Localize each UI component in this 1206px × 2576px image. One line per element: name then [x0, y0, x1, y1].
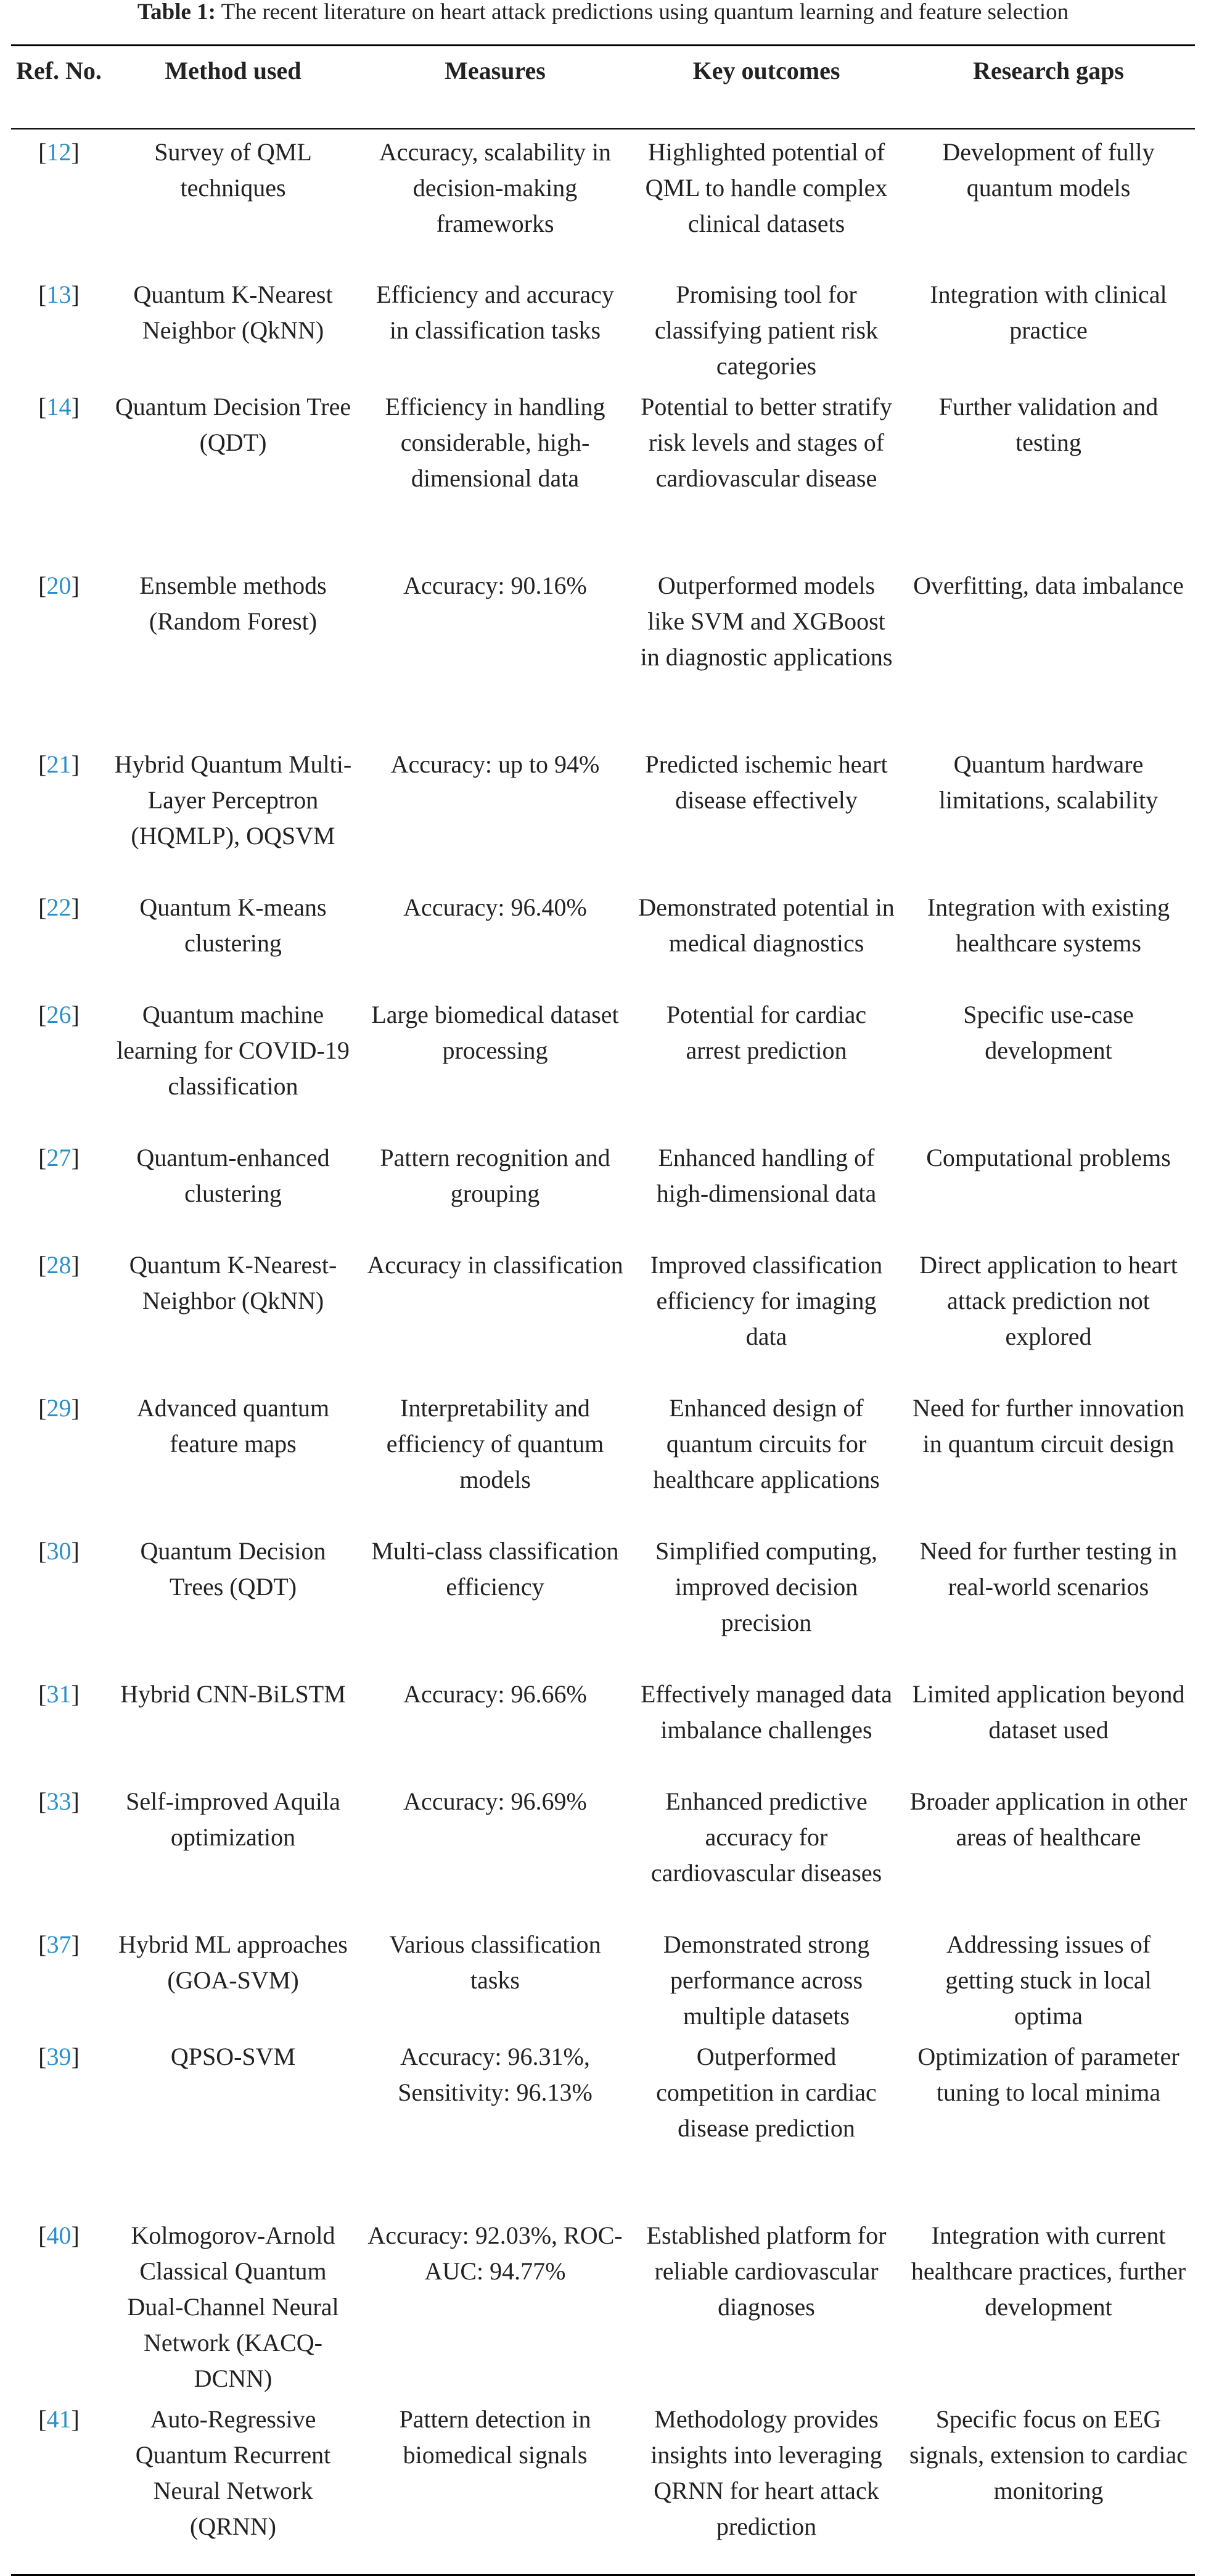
ref-cell: [12]	[38, 137, 80, 166]
table-row	[11, 1242, 1195, 1385]
measures-cell: Accuracy, scalability in decision-making frameworks	[379, 137, 612, 237]
outcomes-cell: Potential to better stratify risk levels and stages of cardiovascular disease	[641, 392, 892, 492]
outcomes-cell: Enhanced predictive accuracy for cardiovascular diseases	[650, 1787, 882, 1887]
gaps-cell: Direct application to heart attack prediction not explored	[919, 1250, 1178, 1350]
measures-cell: Pattern detection in biomedical signals	[359, 2397, 631, 2575]
outcomes-cell: Enhanced handling of high-dimensional data	[656, 1143, 877, 1207]
outcomes-cell: Potential for cardiac arrest prediction	[666, 1000, 867, 1064]
measures-cell: Interpretability and efficiency of quantum models	[386, 1393, 604, 1493]
method-cell: Kolmogorov-Arnold Classical Quantum Dual-Channel Neural Network (KACQ-DCNN)	[127, 2221, 339, 2392]
measures-cell: Accuracy: 92.03%, ROC-AUC: 94.77%	[367, 2221, 623, 2285]
outcomes-cell: Predicted ischemic heart disease effectively	[645, 750, 888, 814]
ref-cell: [41]	[11, 2397, 107, 2575]
measures-cell: Efficiency in handling considerable, high-dimensional data	[385, 392, 605, 492]
outcomes-cell: Highlighted potential of QML to handle complex clinical datasets	[645, 137, 888, 237]
reference-link[interactable]: 39	[46, 2042, 72, 2070]
table-row	[11, 129, 1195, 272]
table-row	[11, 1528, 1195, 1672]
header-outcomes: Key outcomes	[631, 46, 902, 129]
ref-cell: [31]	[38, 1680, 80, 1708]
reference-link[interactable]: 20	[46, 571, 72, 599]
table-row	[11, 1922, 1195, 2034]
table-row	[11, 1385, 1195, 1528]
gaps-cell: Integration with existing healthcare systems	[927, 893, 1170, 957]
gaps-cell: Specific use-case development	[963, 1000, 1134, 1064]
measures-cell: Accuracy: 96.31%, Sensitivity: 96.13%	[398, 2042, 593, 2106]
reference-link[interactable]: 12	[46, 137, 72, 166]
table-body	[11, 129, 1195, 2575]
table-row	[11, 1779, 1195, 1922]
method-cell: Quantum Decision Tree (QDT)	[115, 392, 351, 456]
reference-link[interactable]: 13	[46, 280, 72, 308]
ref-cell: [21]	[38, 750, 80, 778]
caption-text: The recent literature on heart attack predictions using quantum learning and feature selection	[221, 0, 1069, 25]
reference-link[interactable]: 21	[46, 750, 72, 778]
method-cell: Quantum Decision Trees (QDT)	[140, 1536, 326, 1601]
reference-link[interactable]: 37	[46, 1930, 72, 1958]
ref-cell: [26]	[38, 1000, 80, 1028]
table-row	[11, 742, 1195, 885]
gaps-cell: Addressing issues of getting stuck in local optima	[945, 1930, 1152, 2030]
table-row	[11, 1672, 1195, 1779]
reference-link[interactable]: 40	[46, 2221, 72, 2249]
ref-cell: [37]	[38, 1930, 80, 1958]
method-cell: Hybrid ML approaches (GOA-SVM)	[118, 1930, 348, 1994]
measures-cell: Accuracy in classification	[367, 1250, 623, 1279]
method-cell: Advanced quantum feature maps	[136, 1393, 330, 1458]
ref-cell: [40]	[38, 2221, 80, 2249]
header-ref: Ref. No.	[11, 46, 107, 129]
measures-cell: Accuracy: 90.16%	[403, 571, 587, 599]
gaps-cell: Computational problems	[926, 1143, 1171, 1171]
reference-link[interactable]: 31	[46, 1680, 72, 1708]
measures-cell: Accuracy: 96.69%	[403, 1787, 587, 1815]
reference-link[interactable]: 41	[46, 2405, 72, 2433]
measures-cell: Multi-class classification efficiency	[371, 1536, 619, 1601]
ref-cell: [22]	[38, 893, 80, 921]
table-row	[11, 992, 1195, 1135]
gaps-cell: Need for further testing in real-world scenarios	[919, 1536, 1178, 1601]
ref-cell: [27]	[38, 1143, 80, 1171]
measures-cell: Accuracy: up to 94%	[390, 750, 600, 778]
method-cell: Ensemble methods (Random Forest)	[139, 571, 327, 635]
ref-cell: [14]	[38, 392, 80, 420]
gaps-cell: Broader application in other areas of healthcare	[909, 1787, 1188, 1851]
gaps-cell: Overfitting, data imbalance	[913, 571, 1184, 599]
ref-cell: [29]	[38, 1393, 80, 1422]
method-cell: Quantum K-means clustering	[139, 893, 327, 957]
table-row	[11, 2213, 1195, 2397]
method-cell: Auto-Regressive Quantum Recurrent Neural Network (QRNN)	[107, 2397, 359, 2575]
reference-link[interactable]: 33	[46, 1787, 72, 1815]
outcomes-cell: Methodology provides insights into leveraging QRNN for heart attack prediction	[631, 2397, 902, 2575]
method-cell: Hybrid Quantum Multi-Layer Perceptron (HQMLP), OQSVM	[114, 750, 352, 850]
ref-cell: [28]	[38, 1250, 80, 1279]
outcomes-cell: Simplified computing, improved decision precision	[655, 1536, 877, 1636]
measures-cell: Various classification tasks	[389, 1930, 601, 1994]
measures-cell: Accuracy: 96.66%	[403, 1680, 587, 1708]
reference-link[interactable]: 14	[46, 392, 72, 420]
gaps-cell: Limited application beyond dataset used	[912, 1680, 1185, 1744]
table-row	[11, 2397, 1195, 2575]
gaps-cell: Further validation and testing	[938, 392, 1159, 456]
ref-cell: [39]	[38, 2042, 80, 2070]
reference-link[interactable]: 26	[46, 1000, 72, 1028]
outcomes-cell: Outperformed competition in cardiac disease prediction	[656, 2042, 877, 2142]
header-gaps: Research gaps	[902, 46, 1195, 129]
header-measures: Measures	[359, 46, 631, 129]
literature-table	[11, 44, 1195, 2576]
table-row	[11, 885, 1195, 992]
gaps-cell: Development of fully quantum models	[942, 137, 1155, 202]
gaps-cell: Integration with current healthcare practices, further development	[911, 2221, 1186, 2321]
reference-link[interactable]: 28	[46, 1250, 72, 1279]
gaps-cell: Quantum hardware limitations, scalability	[938, 750, 1159, 814]
caption-label: Table 1:	[137, 0, 216, 25]
method-cell: Quantum K-Nearest Neighbor (QkNN)	[133, 280, 333, 344]
ref-cell: [33]	[38, 1787, 80, 1815]
method-cell: Hybrid CNN-BiLSTM	[120, 1680, 346, 1708]
measures-cell: Pattern recognition and grouping	[380, 1143, 610, 1207]
table-row	[11, 384, 1195, 563]
gaps-cell: Integration with clinical practice	[930, 280, 1167, 344]
reference-link[interactable]: 30	[46, 1536, 72, 1565]
outcomes-cell: Effectively managed data imbalance challenges	[641, 1680, 892, 1744]
outcomes-cell: Demonstrated strong performance across multiple datasets	[663, 1930, 870, 2030]
ref-cell: [30]	[38, 1536, 80, 1565]
table-header-row	[11, 46, 1195, 129]
method-cell: Quantum-enhanced clustering	[136, 1143, 330, 1207]
reference-link[interactable]: 27	[46, 1143, 72, 1171]
outcomes-cell: Promising tool for classifying patient risk categories	[654, 280, 879, 380]
reference-link[interactable]: 22	[46, 893, 72, 921]
measures-cell: Accuracy: 96.40%	[403, 893, 587, 921]
outcomes-cell: Enhanced design of quantum circuits for healthcare applications	[653, 1393, 880, 1493]
table-row	[11, 1135, 1195, 1242]
table-caption	[0, 0, 1206, 38]
method-cell: Survey of QML techniques	[154, 137, 312, 202]
method-cell: Self-improved Aquila optimization	[126, 1787, 340, 1851]
ref-cell: [13]	[38, 280, 80, 308]
table-row	[11, 272, 1195, 384]
gaps-cell: Optimization of parameter tuning to local minima	[917, 2042, 1179, 2106]
method-cell: QPSO-SVM	[170, 2042, 296, 2070]
reference-link[interactable]: 29	[46, 1393, 72, 1422]
outcomes-cell: Demonstrated potential in medical diagnostics	[638, 893, 895, 957]
method-cell: Quantum K-Nearest-Neighbor (QkNN)	[129, 1250, 337, 1315]
outcomes-cell: Improved classification efficiency for imaging data	[650, 1250, 883, 1350]
measures-cell: Efficiency and accuracy in classification tasks	[376, 280, 614, 344]
header-method: Method used	[107, 46, 359, 129]
outcomes-cell: Established platform for reliable cardiovascular diagnoses	[646, 2221, 887, 2321]
gaps-cell: Specific focus on EEG signals, extension to cardiac monitoring	[902, 2397, 1195, 2575]
method-cell: Quantum machine learning for COVID-19 classification	[117, 1000, 350, 1100]
table-row	[11, 2034, 1195, 2213]
gaps-cell: Need for further innovation in quantum circuit design	[913, 1393, 1184, 1458]
outcomes-cell: Outperformed models like SVM and XGBoost in diagnostic applications	[640, 571, 893, 671]
ref-cell: [20]	[38, 571, 80, 599]
table-row	[11, 563, 1195, 742]
measures-cell: Large biomedical dataset processing	[371, 1000, 619, 1064]
